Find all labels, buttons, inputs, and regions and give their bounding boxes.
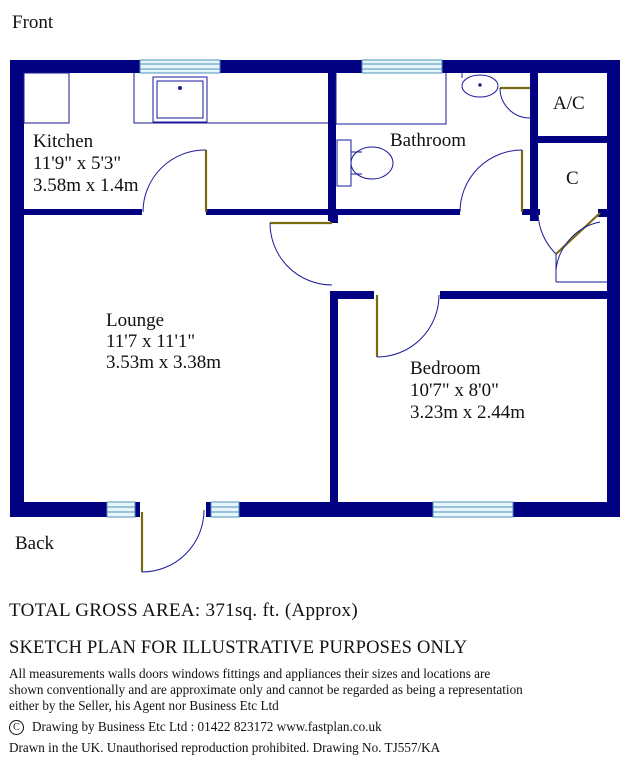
room-dim-bedroom-imperial: 10'7" x 8'0" bbox=[410, 380, 499, 401]
room-name-bathroom: Bathroom bbox=[390, 130, 466, 151]
window-lounge-right bbox=[211, 502, 239, 517]
wall-bedroom-top-b bbox=[440, 291, 607, 299]
drawing-credit-row bbox=[9, 719, 382, 735]
window-lounge-left bbox=[107, 502, 135, 517]
door-bathroom-swing bbox=[460, 150, 522, 212]
toilet-cistern bbox=[337, 140, 351, 186]
door-ac-swing bbox=[500, 88, 530, 118]
window-kitchen bbox=[140, 60, 220, 73]
sketch-plan-heading: SKETCH PLAN FOR ILLUSTRATIVE PURPOSES ONLY bbox=[9, 638, 468, 658]
wall-stub bbox=[330, 215, 338, 223]
disclaimer-line-3: either by the Seller, his Agent nor Business Etc Ltd bbox=[9, 698, 279, 713]
room-name-kitchen: Kitchen bbox=[33, 131, 94, 152]
room-name-cupboard: C bbox=[566, 168, 579, 189]
room-dim-kitchen-imperial: 11'9" x 5'3" bbox=[33, 153, 122, 174]
back-door-opening bbox=[140, 502, 206, 517]
wall-bathroom-ac bbox=[530, 73, 538, 221]
wall-right bbox=[607, 60, 620, 517]
door-bedroom-swing bbox=[377, 295, 439, 357]
wall-top bbox=[10, 60, 612, 73]
total-gross-area: TOTAL GROSS AREA: 371sq. ft. (Approx) bbox=[9, 600, 358, 621]
bath-outline bbox=[336, 73, 446, 124]
door-c-swing-outer bbox=[556, 222, 600, 270]
drawing-credit: Drawing by Business Etc Ltd : 01422 823172 www.fastplan.co.uk bbox=[32, 719, 382, 734]
disclaimer-line-2: shown conventionally and are approximate only and cannot be regarded as being a representation bbox=[9, 682, 523, 697]
interior-walls bbox=[24, 73, 607, 502]
room-dim-kitchen-metric: 3.58m x 1.4m bbox=[33, 175, 139, 196]
wall-kitchen-lounge-a bbox=[24, 209, 142, 215]
door-c-leaf bbox=[556, 213, 600, 254]
room-name-airing-cupboard: A/C bbox=[553, 93, 585, 114]
back-label: Back bbox=[15, 533, 55, 554]
window-bedroom bbox=[433, 502, 513, 517]
kitchen-worktop-left bbox=[24, 73, 69, 123]
wall-lounge-bedroom bbox=[330, 291, 338, 502]
kitchen-sink-outer bbox=[153, 77, 207, 122]
front-label: Front bbox=[12, 12, 54, 33]
disclaimer-line-1: All measurements walls doors windows fittings and appliances their sizes and locations are bbox=[9, 666, 491, 681]
door-c-swing bbox=[538, 213, 556, 254]
drawn-note: Drawn in the UK. Unauthorised reproduction prohibited. Drawing No. TJ557/KA bbox=[9, 740, 441, 755]
wall-kitchen-lounge-b bbox=[206, 209, 336, 215]
room-dim-lounge-imperial: 11'7 x 11'1" bbox=[106, 331, 196, 352]
window-bathroom bbox=[362, 60, 442, 73]
copyright-icon: C bbox=[9, 720, 24, 735]
outer-walls bbox=[10, 60, 620, 517]
door-kitchen-swing bbox=[143, 150, 206, 212]
room-dim-bedroom-metric: 3.23m x 2.44m bbox=[410, 402, 526, 423]
wall-ac-c bbox=[538, 136, 607, 143]
kitchen-fittings bbox=[24, 73, 328, 123]
wall-kitchen-bathroom bbox=[328, 73, 336, 221]
room-name-lounge: Lounge bbox=[106, 310, 165, 331]
room-name-bedroom: Bedroom bbox=[410, 358, 481, 379]
wall-left bbox=[10, 60, 24, 517]
wall-bottom bbox=[10, 502, 620, 517]
kitchen-sink-drain bbox=[179, 87, 182, 90]
room-dim-lounge-metric: 3.53m x 3.38m bbox=[106, 352, 222, 373]
door-lounge-swing bbox=[270, 223, 332, 285]
wall-bathroom-bottom bbox=[336, 209, 460, 215]
door-back-swing bbox=[142, 510, 204, 572]
